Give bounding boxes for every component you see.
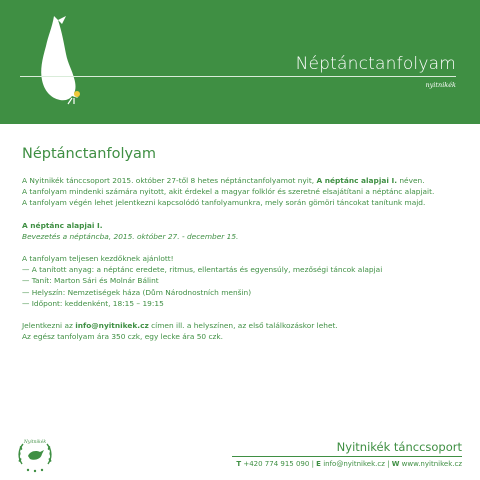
spacer <box>22 209 462 220</box>
intro-line-1 <box>22 175 462 186</box>
footer-contact <box>236 460 462 468</box>
separator: | <box>309 460 317 468</box>
signup-line <box>22 320 462 331</box>
course-subtitle: Bevezetés a néptáncba, 2015. október 27. - december 15. <box>22 231 239 241</box>
website-label: W <box>391 460 400 468</box>
recommendation: A tanfolyam teljesen kezdőknek ajánlott! <box>22 254 174 264</box>
separator: | <box>384 460 392 468</box>
footer-divider <box>232 456 462 457</box>
signup-text-end: címen ill. a helyszínen, az első találkozáskor lehet. <box>148 321 338 331</box>
footer-email-link[interactable]: info@nyitnikek.cz <box>323 460 385 468</box>
signup-text: Jelentkezni az <box>22 321 76 331</box>
bullet-item: — Tanít: Marton Sári és Molnár Bálint <box>22 276 159 286</box>
intro-text-end: néven. <box>397 176 425 185</box>
phone-label: T <box>236 460 242 468</box>
bullet-item: — Helyszín: Nemzetiségek háza (Dům Národnostních menšin) <box>22 287 252 297</box>
intro-line-3: A tanfolyam végén lehet jelentkezni kapcsolódó tanfolyamunkra, mely során gömöri táncokat tanítunk majd. <box>22 198 426 208</box>
footer-website-link[interactable]: www.nyitnikek.cz <box>401 460 462 468</box>
bullet-item: — Időpont: keddenként, 18:15 – 19:15 <box>22 298 164 308</box>
footer-logo-text: Nyitnikék <box>23 440 47 445</box>
price-line: Az egész tanfolyam ára 350 czk, egy lecke ára 50 czk. <box>22 332 224 342</box>
course-name-bold: A néptánc alapjai I. <box>316 176 398 185</box>
header-banner <box>0 0 480 124</box>
intro-line-2: A tanfolyam mindenki számára nyitott, akit érdekel a magyar folklór és szeretné elsajátítani a néptánc alapjait. <box>22 187 435 197</box>
banner-title: Néptánctanfolyam <box>295 54 456 74</box>
footer-title: Nyitnikék tánccsoport <box>336 440 462 454</box>
main-content <box>22 146 462 342</box>
wreath-bird-logo-icon <box>14 434 56 476</box>
bullet-item: — A tanított anyag: a néptánc eredete, ritmus, ellentartás és egyensúly, mezőségi táncok alapjai <box>22 265 383 275</box>
spacer <box>22 242 462 253</box>
banner-logo-text: nyitnikék <box>425 81 456 89</box>
bird-icon <box>22 14 92 106</box>
spacer <box>22 309 462 320</box>
banner-divider <box>20 76 456 77</box>
signup-email-link[interactable]: info@nyitnikek.cz <box>75 321 149 331</box>
email-label: E <box>316 460 321 468</box>
page-heading: Néptánctanfolyam <box>22 146 157 162</box>
course-title: A néptánc alapjai I. <box>22 220 103 230</box>
phone-number: +420 774 915 090 <box>243 460 310 468</box>
intro-text: A Nyitnikék tánccsoport 2015. október 27-től 8 hetes néptánctanfolyamot nyit, <box>22 176 317 185</box>
